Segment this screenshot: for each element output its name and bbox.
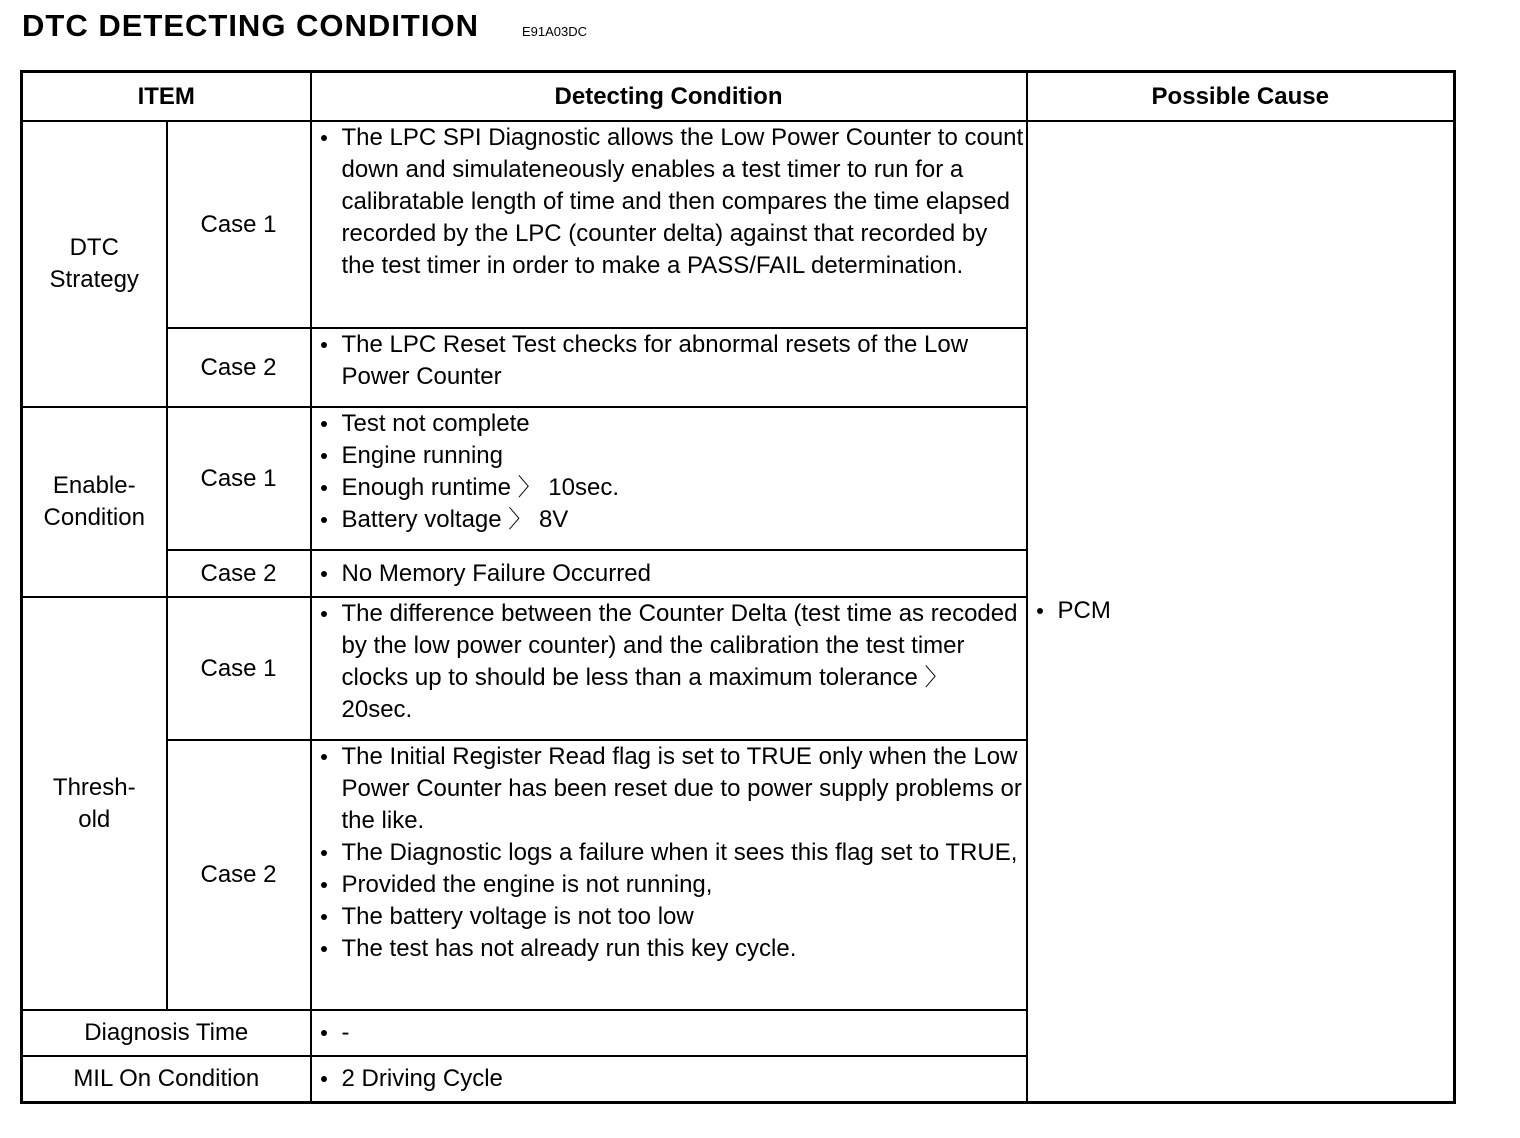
condition-bullet: Test not complete	[312, 408, 1026, 440]
header-possible-cause: Possible Cause	[1027, 72, 1455, 122]
condition-cell	[311, 328, 1027, 407]
case-label: Case 1	[167, 407, 311, 550]
item-enable-condition	[22, 407, 167, 597]
condition-bullet: The LPC SPI Diagnostic allows the Low Power Counter to count down and simulateneously enables a test timer to run for a calibratable length of time and then compares the time elapsed recorded by the LPC (counter delta) against that recorded by the test timer in order to make a PASS/FAIL determination.	[312, 122, 1026, 282]
condition-bullet: 2 Driving Cycle	[312, 1063, 1026, 1095]
item-label-line: Enable-	[52, 472, 136, 499]
item-mil-on-condition: MIL On Condition	[22, 1056, 311, 1102]
page-title: DTC DETECTING CONDITION	[22, 8, 479, 43]
item-label-line: old	[78, 805, 111, 833]
document-code: E91A03DC	[522, 24, 588, 39]
condition-bullet: The test has not already run this key cycle.	[312, 933, 1026, 965]
table-row	[22, 121, 1455, 328]
condition-bullet: Enough runtime 〉 10sec.	[312, 472, 1026, 504]
condition-cell	[311, 407, 1027, 550]
item-label-line: DTC	[69, 234, 119, 261]
condition-bullet: Provided the engine is not running,	[312, 869, 1026, 901]
case-label: Case 1	[167, 597, 311, 740]
case-label: Case 1	[167, 121, 311, 328]
dtc-condition-table	[20, 70, 1456, 1104]
possible-cause-cell	[1027, 121, 1455, 1102]
condition-bullet: The Initial Register Read flag is set to TRUE only when the Low Power Counter has been reset due to power supply problems or the like.	[312, 741, 1026, 837]
condition-bullet: The Diagnostic logs a failure when it sees this flag set to TRUE,	[312, 837, 1026, 869]
condition-bullet: The LPC Reset Test checks for abnormal resets of the Low Power Counter	[312, 329, 1026, 393]
item-label-line: Strategy	[49, 266, 139, 293]
case-label: Case 2	[167, 550, 311, 597]
case-label: Case 2	[167, 740, 311, 1010]
item-label-line: Condition	[43, 504, 145, 531]
condition-bullet: -	[312, 1017, 1026, 1049]
condition-cell	[311, 1010, 1027, 1056]
condition-cell	[311, 121, 1027, 328]
case-label: Case 2	[167, 328, 311, 407]
condition-cell	[311, 740, 1027, 1010]
item-threshold	[22, 597, 167, 1010]
condition-bullet: Battery voltage 〉 8V	[312, 504, 1026, 536]
table-header-row	[22, 72, 1455, 122]
condition-bullet: The battery voltage is not too low	[312, 901, 1026, 933]
header-detecting-condition: Detecting Condition	[311, 72, 1027, 122]
condition-bullet: No Memory Failure Occurred	[312, 558, 1026, 590]
item-diagnosis-time: Diagnosis Time	[22, 1010, 311, 1056]
condition-bullet: Engine running	[312, 440, 1026, 472]
condition-cell	[311, 1056, 1027, 1102]
item-label-line: Thresh-	[52, 773, 136, 801]
condition-bullet: The difference between the Counter Delta (test time as recoded by the low power counter) and the calibration the test timer clocks up to should be less than a maximum tolerance 〉 20sec.	[312, 598, 1026, 726]
condition-cell	[311, 550, 1027, 597]
header-item: ITEM	[22, 72, 311, 122]
condition-cell	[311, 597, 1027, 740]
item-dtc-strategy	[22, 121, 167, 407]
possible-cause-bullet: PCM	[1028, 595, 1454, 627]
